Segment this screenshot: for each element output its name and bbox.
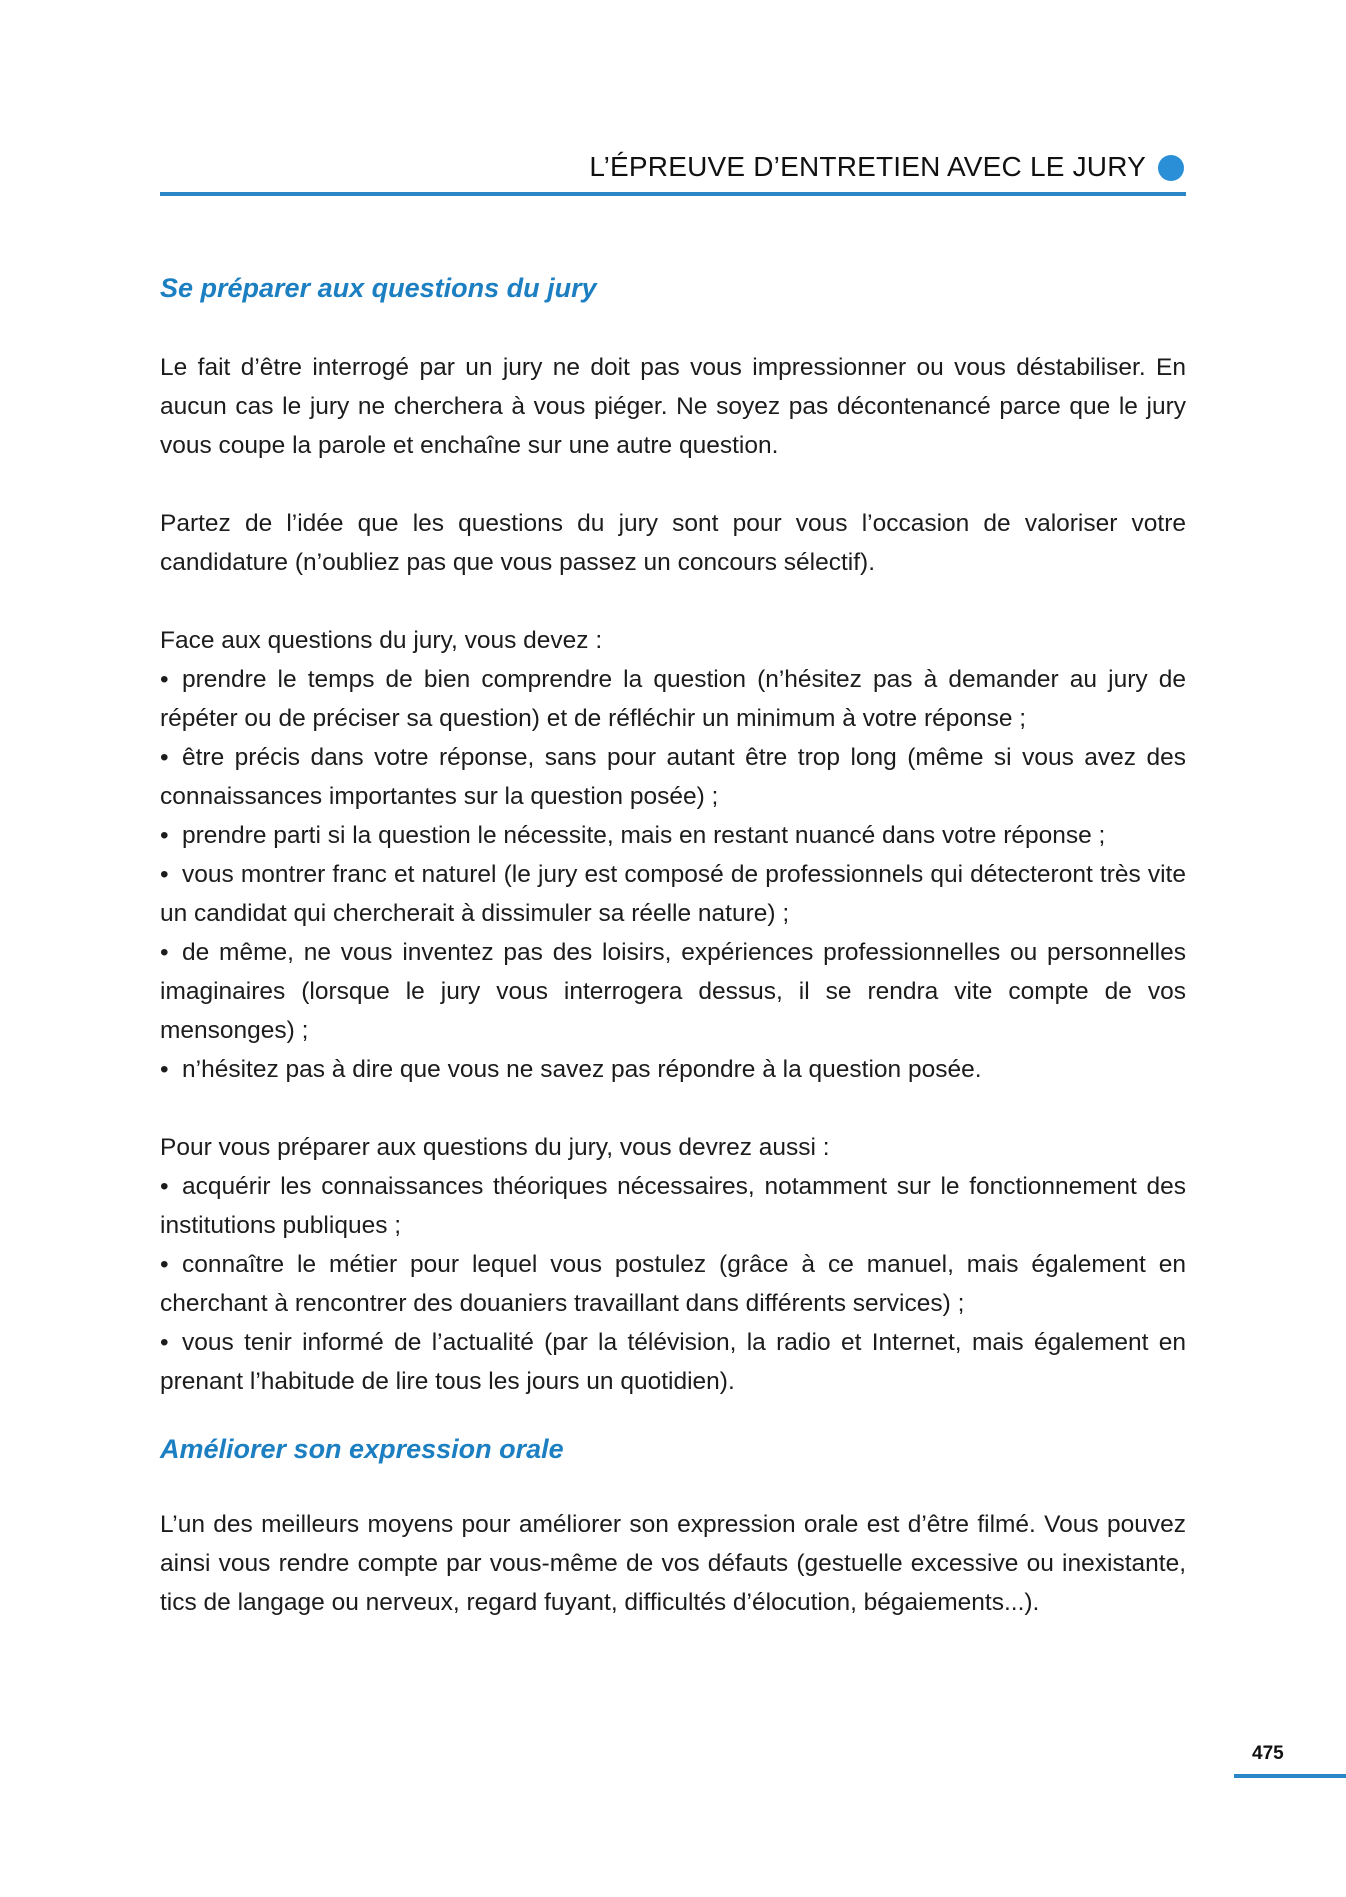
bullet-icon: • xyxy=(160,666,169,693)
list-item: • vous montrer franc et naturel (le jury est composé de professionnels qui détecteront très vite un candidat qui chercherait à dissimuler sa réelle nature) ; xyxy=(160,855,1186,933)
list-item: • de même, ne vous inventez pas des loisirs, expériences professionnelles ou personnelles imaginaires (lorsque le jury vous interrogera dessus, il se rendra vite compte de vos mensonges) ; xyxy=(160,933,1186,1050)
bullet-icon: • xyxy=(160,861,169,888)
list-item: • être précis dans votre réponse, sans pour autant être trop long (même si vous avez des connaissances importantes sur la question posée) ; xyxy=(160,738,1186,816)
bullet-list-face xyxy=(160,660,1186,1089)
list-intro-preparer: Pour vous préparer aux questions du jury, vous devrez aussi : xyxy=(160,1134,830,1161)
page-content xyxy=(160,268,1186,1661)
bullet-icon: • xyxy=(160,1056,169,1083)
list-item: • vous tenir informé de l’actualité (par la télévision, la radio et Internet, mais également en prenant l’habitude de lire tous les jours un quotidien). xyxy=(160,1323,1186,1401)
list-item: • n’hésitez pas à dire que vous ne savez pas répondre à la question posée. xyxy=(160,1050,1186,1089)
paragraph-intro: Le fait d’être interrogé par un jury ne doit pas vous impressionner ou vous déstabiliser. En aucun cas le jury ne cherchera à vous piéger. Ne soyez pas décontenancé parce que le jury vous coupe la parole et enchaîne sur une autre question. xyxy=(160,354,1186,459)
list-item: • prendre le temps de bien comprendre la question (n’hésitez pas à demander au jury de répéter ou de préciser sa question) et de réfléchir un minimum à votre réponse ; xyxy=(160,660,1186,738)
bullet-icon: • xyxy=(160,939,169,966)
paragraph-valoriser: Partez de l’idée que les questions du jury sont pour vous l’occasion de valoriser votre candidature (n’oubliez pas que vous passez un concours sélectif). xyxy=(160,510,1186,576)
section-heading-questions: Se préparer aux questions du jury xyxy=(160,273,597,303)
bullet-dot-icon xyxy=(1158,155,1184,181)
paragraph-expression: L’un des meilleurs moyens pour améliorer son expression orale est d’être filmé. Vous pouvez ainsi vous rendre compte par vous-même de vos défauts (gestuelle excessive ou inexistante, tics de langage ou nerveux, regard fuyant, difficultés d’élocution, bégaiements...). xyxy=(160,1511,1186,1616)
bullet-icon: • xyxy=(160,1251,169,1278)
page-number: 475 xyxy=(1252,1743,1284,1764)
list-item: • connaître le métier pour lequel vous postulez (grâce à ce manuel, mais également en cherchant à rencontrer des douaniers travaillant dans différents services) ; xyxy=(160,1245,1186,1323)
bullet-icon: • xyxy=(160,1329,169,1356)
running-title: L’ÉPREUVE D’ENTRETIEN AVEC LE JURY xyxy=(589,151,1146,182)
page-number-block xyxy=(1234,1742,1346,1778)
list-item: • acquérir les connaissances théoriques nécessaires, notamment sur le fonctionnement des institutions publiques ; xyxy=(160,1167,1186,1245)
section-heading-expression: Améliorer son expression orale xyxy=(160,1434,564,1464)
bullet-icon: • xyxy=(160,1173,169,1200)
bullet-list-preparer xyxy=(160,1167,1186,1401)
list-item: • prendre parti si la question le nécessite, mais en restant nuancé dans votre réponse ; xyxy=(160,816,1186,855)
bullet-icon: • xyxy=(160,744,169,771)
list-intro-face: Face aux questions du jury, vous devez : xyxy=(160,627,603,654)
running-header xyxy=(160,148,1186,196)
bullet-icon: • xyxy=(160,822,169,849)
